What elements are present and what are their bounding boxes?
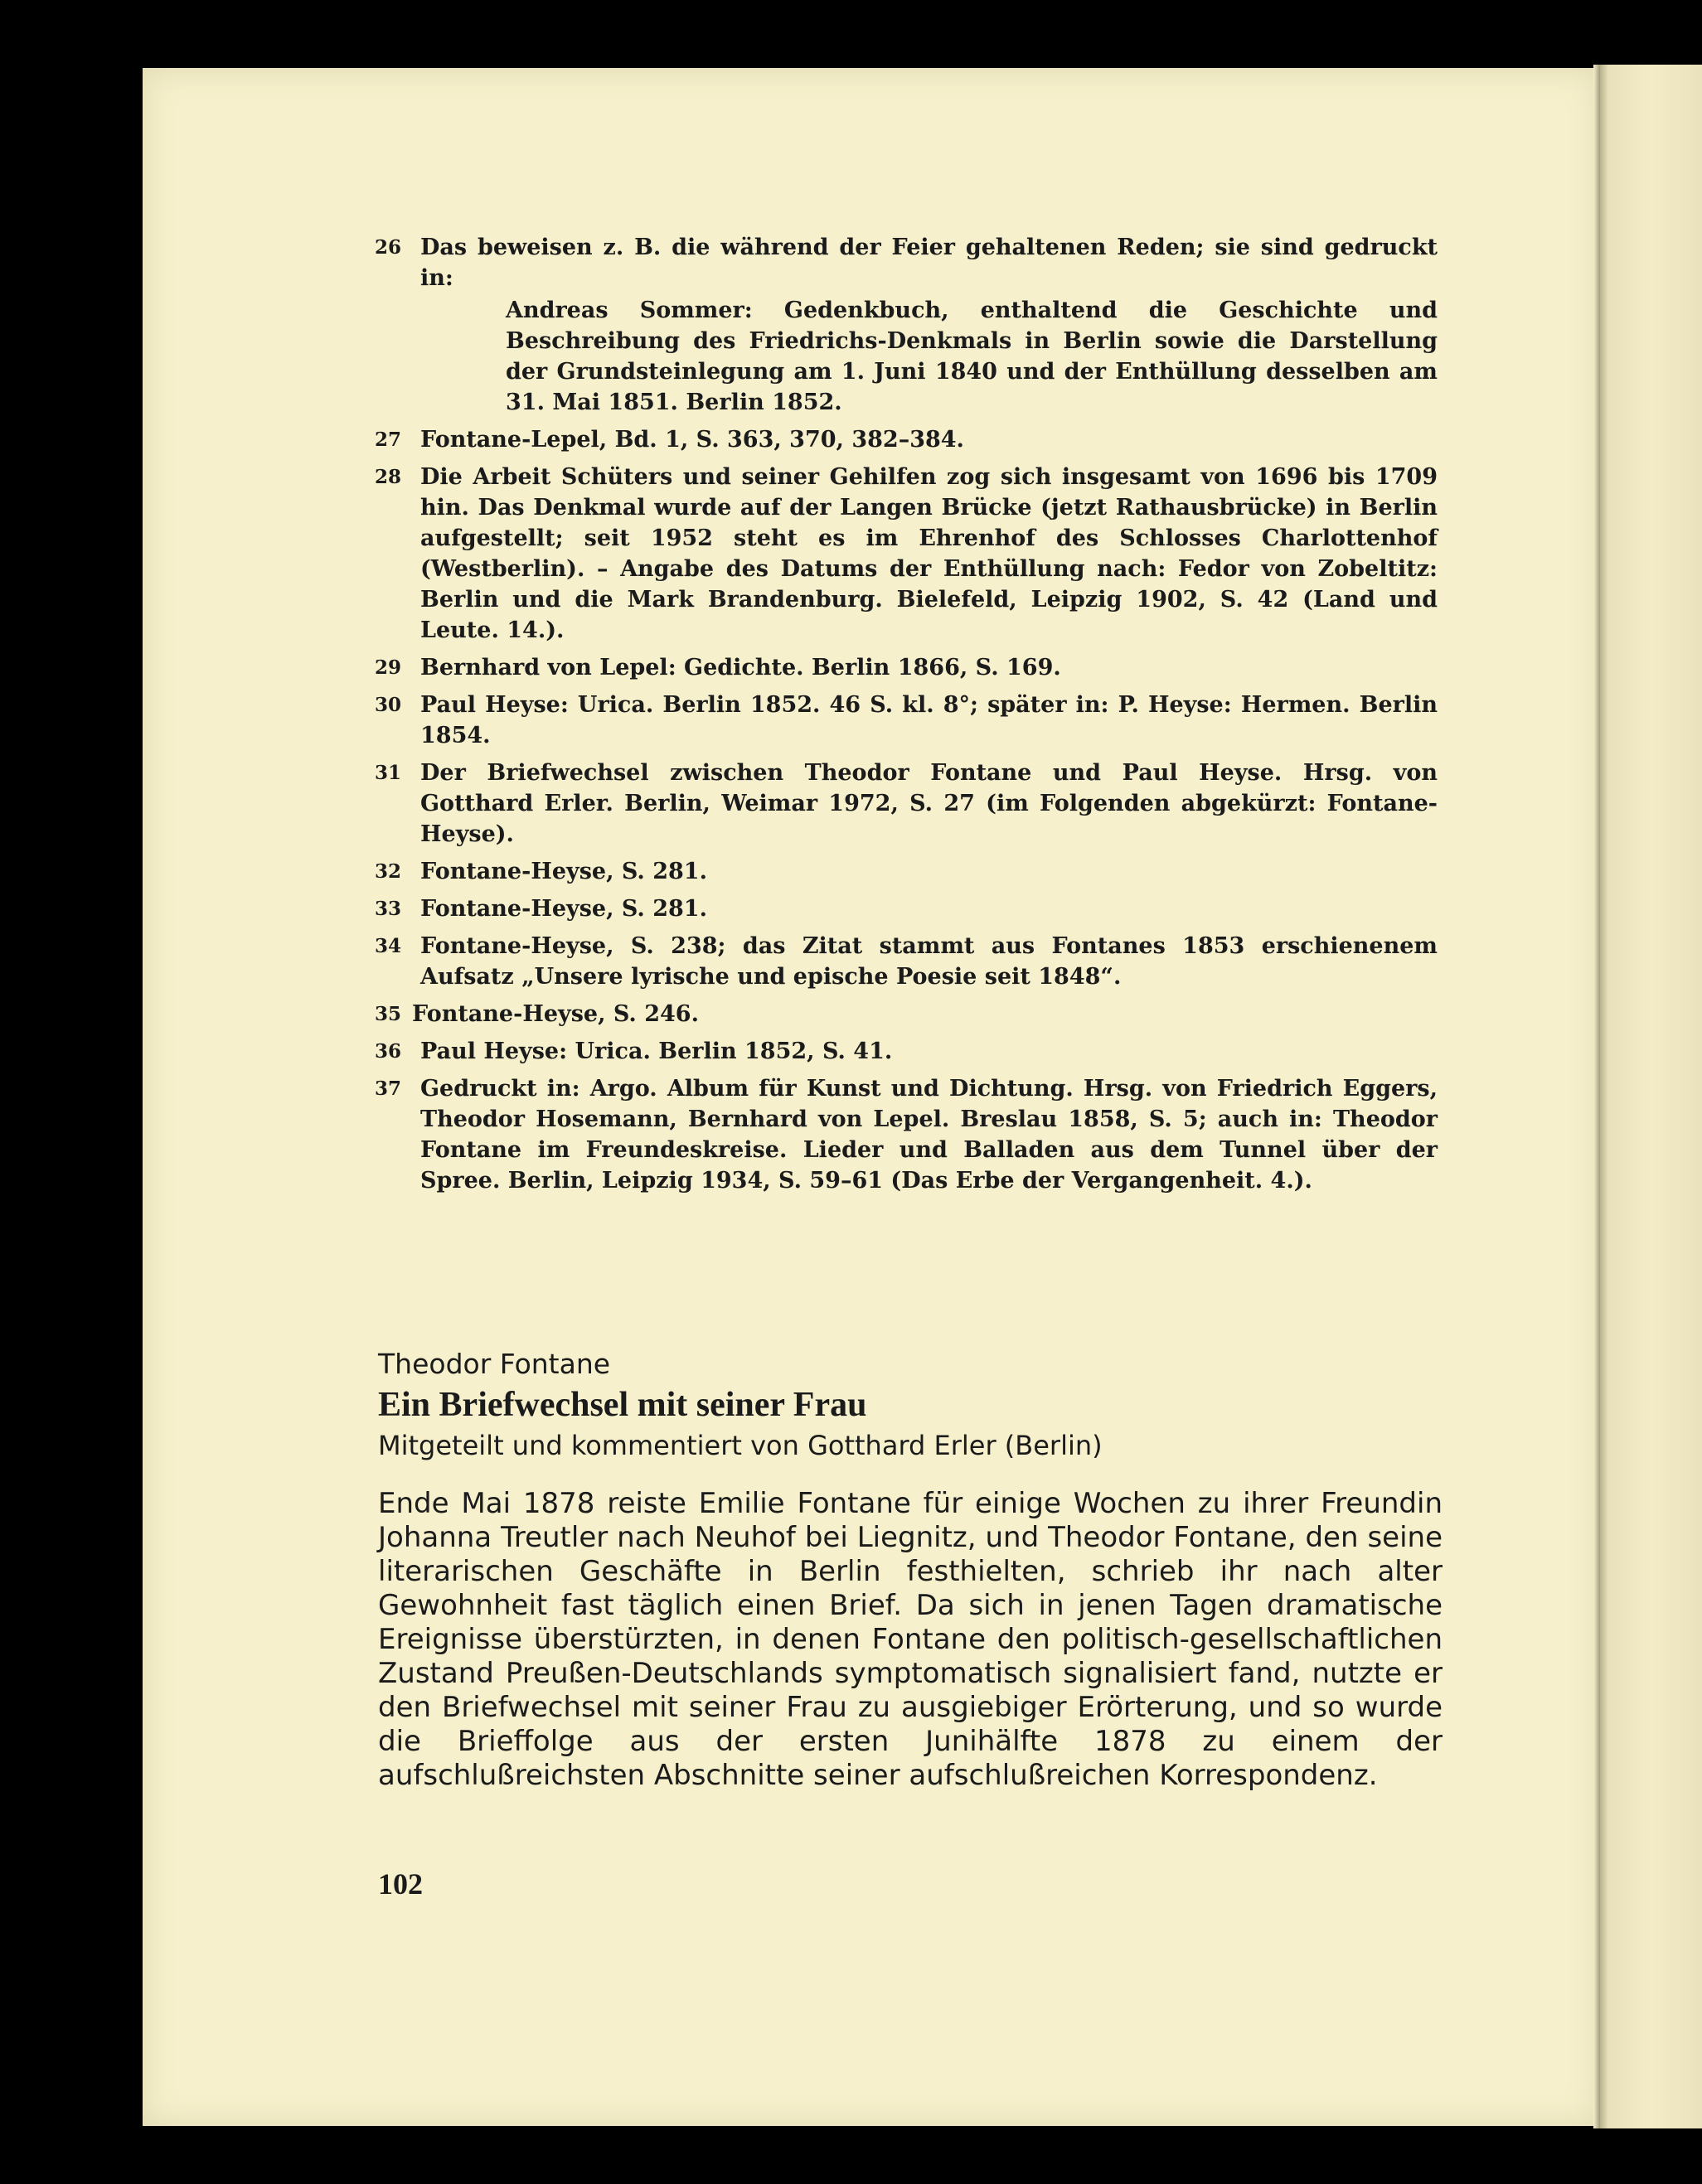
footnote-number: 27 (375, 429, 402, 451)
footnote-37 (375, 1073, 1438, 1196)
article-body: Ende Mai 1878 reiste Emilie Fontane für einige Wochen zu ihrer Freundin Johanna Treutler nach Neuhof bei Liegnitz, und Theodor Fontane, den seine literarischen Geschäfte in Berlin festhielten, schrieb ihr nach alter Gewohnheit fast täglich einen Brief. Da sich in jenen Tagen dramatische Ereignisse überstürzten, in denen Fontane den politisch-gesellschaftlichen Zustand Preußen-Deutschlands symptomatisch signalisiert fand, nutzte er den Briefwechsel mit seiner Frau zu ausgiebiger Erörterung, und so wurde die Brieffolge aus der ersten Junihälfte 1878 zu einem der aufschlußreichsten Abschnitte seiner aufschlußreichen Korrespondenz. (378, 1487, 1443, 1792)
footnote-29 (375, 652, 1438, 683)
footnote-text: Gedruckt in: Argo. Album für Kunst und Dichtung. Hrsg. von Friedrich Eggers, Theodor Hosemann, Bernhard von Lepel. Breslau 1858, S. 5; auch in: Theodor Fontane im Freundeskreise. Lieder und Balladen aus dem Tunnel über der Spree. Berlin, Leipzig 1934, S. 59–61 (Das Erbe der Vergangenheit. 4.). (420, 1076, 1438, 1194)
footnote-text: Paul Heyse: Urica. Berlin 1852, S. 41. (420, 1039, 893, 1064)
footnote-number: 26 (375, 236, 402, 259)
article-author: Theodor Fontane (378, 1348, 611, 1380)
footnote-34 (375, 931, 1438, 992)
footnote-36 (375, 1036, 1438, 1067)
footnote-text: Fontane-Heyse, S. 246. (412, 1001, 699, 1027)
footnote-text: Bernhard von Lepel: Gedichte. Berlin 1866, S. 169. (420, 655, 1061, 680)
footnote-number: 37 (375, 1077, 402, 1100)
footnote-text: Der Briefwechsel zwischen Theodor Fontane und Paul Heyse. Hrsg. von Gotthard Erler. Berlin, Weimar 1972, S. 27 (im Folgenden abgekürzt: Fontane-Heyse). (420, 760, 1438, 847)
footnote-28 (375, 462, 1438, 646)
footnote-text: Fontane-Lepel, Bd. 1, S. 363, 370, 382–384. (420, 427, 964, 453)
footnote-26 (375, 232, 1438, 418)
footnote-number: 36 (375, 1040, 402, 1063)
footnote-33 (375, 893, 1438, 924)
article-title: Ein Briefwechsel mit seiner Frau (378, 1386, 867, 1424)
article (378, 1346, 1443, 1793)
page-number: 102 (378, 1867, 423, 1901)
footnote-citation: Andreas Sommer: Gedenkbuch, enthaltend die Geschichte und Beschreibung des Friedrichs-Denkmals in Berlin sowie die Darstellung der Grundsteinlegung am 1. Juni 1840 und der Enthüllung desselben am 31. Mai 1851. Berlin 1852. (506, 298, 1438, 415)
footnote-text: Fontane-Heyse, S. 281. (420, 859, 707, 884)
footnote-number: 30 (375, 694, 402, 716)
facing-page-edge (1600, 65, 1702, 2128)
footnote-text: Das beweisen z. B. die während der Feier gehaltenen Reden; sie sind gedruckt in: (420, 235, 1438, 291)
article-subtitle: Mitgeteilt und kommentiert von Gotthard Erler (Berlin) (378, 1430, 1103, 1461)
footnote-text: Fontane-Heyse, S. 281. (420, 896, 707, 922)
footnote-number: 31 (375, 762, 402, 784)
footnotes (375, 232, 1438, 1203)
footnote-27 (375, 424, 1438, 455)
footnote-number: 33 (375, 898, 402, 920)
footnote-number: 28 (375, 466, 402, 488)
footnote-31 (375, 758, 1438, 850)
footnote-35 (375, 999, 1438, 1029)
footnote-32 (375, 856, 1438, 887)
footnote-text: Paul Heyse: Urica. Berlin 1852. 46 S. kl. 8°; später in: P. Heyse: Hermen. Berlin 1854. (420, 692, 1438, 748)
footnote-number: 29 (375, 656, 402, 679)
footnote-number: 35 (375, 1003, 402, 1025)
footnote-number: 34 (375, 935, 402, 957)
footnote-number: 32 (375, 860, 402, 883)
footnote-text: Die Arbeit Schüters und seiner Gehilfen zog sich insgesamt von 1696 bis 1709 hin. Das Denkmal wurde auf der Langen Brücke (jetzt Rathausbrücke) in Berlin aufgestellt; seit 1952 steht es im Ehrenhof des Schlosses Charlottenhof (Westberlin). – Angabe des Datums der Enthüllung nach: Fedor von Zobeltitz: Berlin und die Mark Brandenburg. Bielefeld, Leipzig 1902, S. 42 (Land und Leute. 14.). (420, 464, 1438, 643)
footnote-30 (375, 690, 1438, 751)
footnote-text: Fontane-Heyse, S. 238; das Zitat stammt aus Fontanes 1853 erschienenem Aufsatz „Unsere lyrische und epische Poesie seit 1848“. (420, 933, 1438, 990)
